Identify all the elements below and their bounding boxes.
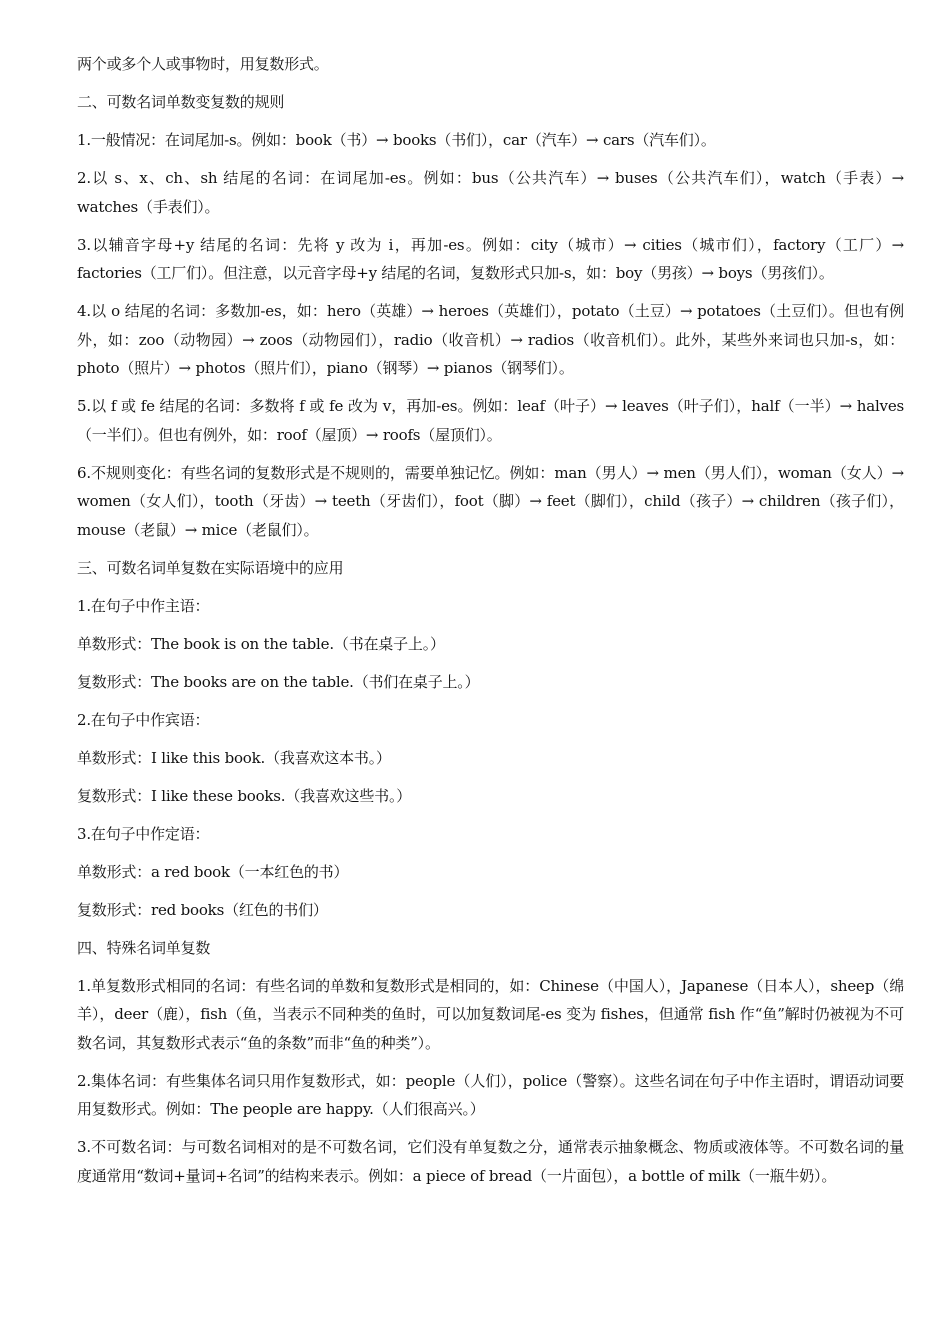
- rule-1: 1.一般情况：在词尾加-s。例如：book（书）→ books（书们），car（汽车）→ cars（汽车们）。: [77, 131, 716, 149]
- usage-subject-singular: 单数形式：The book is on the table.（书在桌子上。）: [77, 634, 445, 653]
- usage-attributive-heading: 3.在句子中作定语：: [77, 824, 210, 843]
- usage-attributive-singular: 单数形式：a red book（一本红色的书）: [77, 862, 349, 881]
- usage-subject-plural: 复数形式：The books are on the table.（书们在桌子上。）: [77, 672, 480, 691]
- usage-object-heading: 2.在句子中作宾语：: [77, 710, 210, 729]
- usage-subject-heading: 1.在句子中作主语：: [77, 596, 210, 615]
- intro-line: 两个或多个人或事物时，用复数形式。: [77, 55, 329, 73]
- rule-6: 6.不规则变化：有些名词的复数形式是不规则的，需要单独记忆。例如：man（男人）→ men（男人们），woman（女人）→ women（女人们），tooth（牙齿）→ teeth（牙齿们），foot（脚）→ feet（脚们），child（孩子）→ children（孩子们），mouse（老鼠）→ mice（老鼠们）。: [77, 463, 904, 539]
- section-heading-2: 二、可数名词单数变复数的规则: [77, 93, 285, 111]
- usage-attributive-plural: 复数形式：red books（红色的书们）: [77, 900, 328, 919]
- special-1: 1.单复数形式相同的名词：有些名词的单数和复数形式是相同的，如：Chinese（中国人），Japanese（日本人），sheep（绵羊），deer（鹿），fish（鱼，当表示不同种类的鱼时，可以加复数词尾-es 变为 fishes，但通常 fish 作“鱼”解时仍被视为不可数名词，其复数形式表示“鱼的条数”而非“鱼的种类”）。: [77, 976, 904, 1052]
- rule-4: 4.以 o 结尾的名词：多数加-es，如：hero（英雄）→ heroes（英雄们），potato（土豆）→ potatoes（土豆们）。但也有例外，如：zoo（动物园）→ zoos（动物园们），radio（收音机）→ radios（收音机们）。此外，某些外来词也只加-s，如：photo（照片）→ photos（照片们），piano（钢琴）→ pianos（钢琴们）。: [77, 302, 904, 377]
- special-3: 3.不可数名词：与可数名词相对的是不可数名词，它们没有单复数之分，通常表示抽象概念、物质或液体等。不可数名词的量度通常用“数词+量词+名词”的结构来表示。例如：a piece of bread（一片面包），a bottle of milk（一瓶牛奶）。: [77, 1138, 904, 1185]
- rule-5: 5.以 f 或 fe 结尾的名词：多数将 f 或 fe 改为 v，再加-es。例如：leaf（叶子）→ leaves（叶子们），half（一半）→ halves（一半们）。但也有例外，如：roof（屋顶）→ roofs（屋顶们）。: [77, 397, 904, 444]
- rule-2: 2.以 s、x、ch、sh 结尾的名词：在词尾加-es。例如：bus（公共汽车）→ buses（公共汽车们），watch（手表）→ watches（手表们）。: [77, 169, 904, 216]
- section-heading-3: 三、可数名词单复数在实际语境中的应用: [77, 558, 344, 577]
- document-page: [77, 50, 904, 1200]
- section-heading-4: 四、特殊名词单复数: [77, 938, 211, 957]
- special-2: 2.集体名词：有些集体名词只用作复数形式，如：people（人们），police（警察）。这些名词在句子中作主语时，谓语动词要用复数形式。例如：The people are happy.（人们很高兴。）: [77, 1071, 904, 1118]
- usage-object-singular: 单数形式：I like this book.（我喜欢这本书。）: [77, 748, 391, 767]
- usage-object-plural: 复数形式：I like these books.（我喜欢这些书。）: [77, 786, 412, 805]
- rule-3: 3.以辅音字母+y 结尾的名词：先将 y 改为 i，再加-es。例如：city（城市）→ cities（城市们），factory（工厂）→ factories（工厂们）。但注意，以元音字母+y 结尾的名词，复数形式只加-s，如：boy（男孩）→ boys（男孩们）。: [77, 235, 904, 282]
